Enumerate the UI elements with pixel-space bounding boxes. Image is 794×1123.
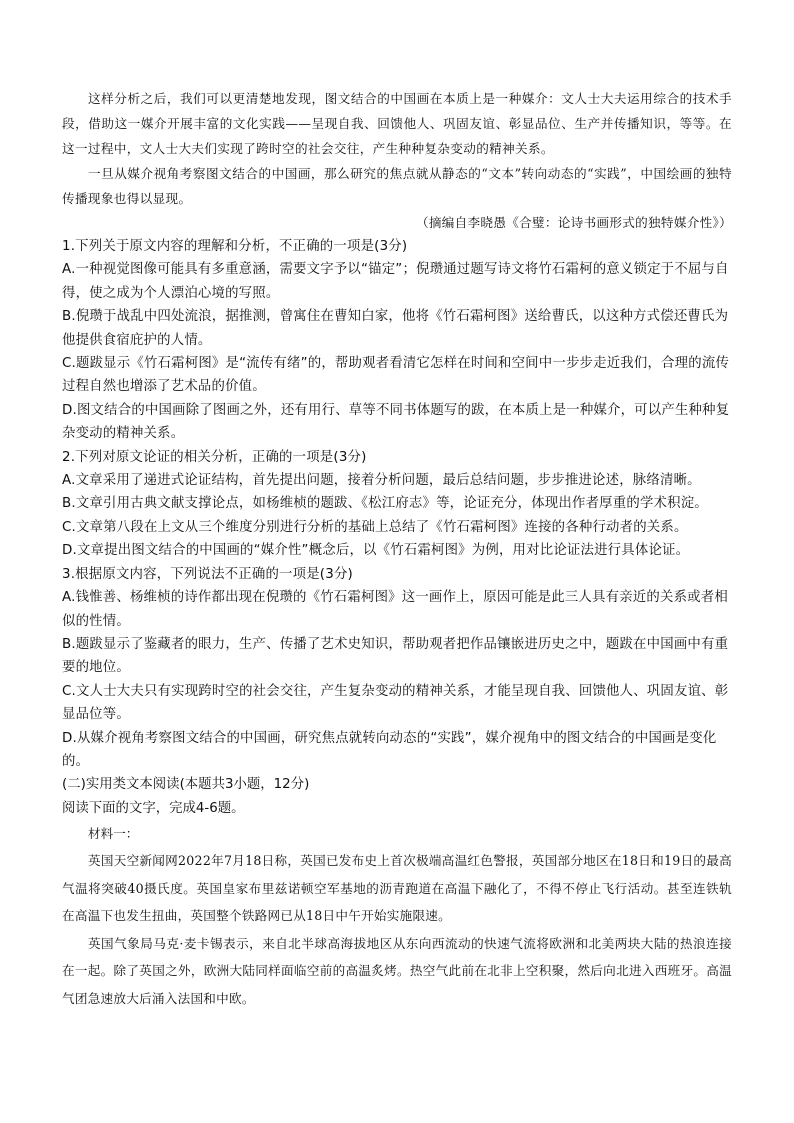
material-paragraph: 英国气象局马克·麦卡锡表示，来自北半球高海拔地区从东向西流动的快速气流将欧洲和北美两块大陆的热浪连接在一起。除了英国之外，欧洲大陆同样面临空前的高温炙烤。热空气此前在北非上空积聚，然后向北进入西班牙。高温气团急速放大后涌入法国和中欧。 [62,935,732,1006]
question-option: B.题跋显示了鉴藏者的眼力，生产、传播了艺术史知识，帮助观者把作品镶嵌进历史之中，题跋在中国画中有重要的地位。 [62,636,729,676]
question-option: C.文章第八段在上文从三个维度分别进行分析的基础上总结了《竹石霜柯图》连接的各种行动者的关系。 [62,519,688,535]
question-2 [62,446,732,563]
material-paragraph: 英国天空新闻网2022年7月18日称，英国已发布史上首次极端高温红色警报，英国部分地区在18日和19日的最高气温将突破40摄氏度。英国皇家布里兹诺顿空军基地的沥青跑道在高温下融化了，不得不停止飞行活动。甚至连铁轨在高温下也发生扭曲，英国整个铁路网已从18日中午开始实施限速。 [62,853,732,924]
question-option: C.题跋显示《竹石霜柯图》是“流传有绪”的，帮助观者看清它怎样在时间和空间中一步步走近我们，合理的流传过程自然也增添了艺术品的价值。 [62,356,730,395]
source-citation: （摘编自李晓愚《合璧：论诗书画形式的独特媒介性》） [415,215,732,230]
section-heading: (二)实用类文本阅读(本题共3小题，12分) [62,777,310,793]
question-option: D.图文结合的中国画除了图画之外，还有用行、草等不同书体题写的跋，在本质上是一种媒介，可以产生种种复杂变动的精神关系。 [62,402,730,442]
question-stem: 1.下列关于原文内容的理解和分析，不正确的一项是(3分) [62,239,408,254]
question-3 [62,563,732,774]
question-option: B.倪瓒于战乱中四处流浪，据推测，曾寓住在曹知白家，他将《竹石霜柯图》送给曹氏，以这种方式偿还曹氏为他提供食宿庇护的人情。 [62,309,729,348]
passage-paragraph: 这样分析之后，我们可以更清楚地发现，图文结合的中国画在本质上是一种媒介：文人士大夫运用综合的技术手段，借助这一媒介开展丰富的文化实践——呈现自我、回馈他人、巩固友谊、彰显品位、生产并传播知识，等等。在这一过程中，文人士大夫们实现了跨时空的社会交往，产生种种复杂变动的精神关系。 [62,91,732,156]
question-stem: 3.根据原文内容，下列说法不正确的一项是(3分) [62,566,353,582]
question-option: B.文章引用古典文献支撑论点，如杨维桢的题跋、《松江府志》等，论证充分，体现出作者厚重的学术积淀。 [62,496,708,512]
question-option: A.文章采用了递进式论证结构，首先提出问题，接着分析问题，最后总结问题，步步推进论述，脉络清晰。 [62,473,701,489]
passage-paragraph: 一旦从媒介视角考察图文结合的中国画，那么研究的焦点就从静态的“文本”转向动态的“实践”，中国绘画的独特传播现象也得以显现。 [62,166,732,206]
question-option: C.文人士大夫只有实现跨时空的社会交往，产生复杂变动的精神关系，才能呈现自我、回馈他人、巩固友谊、彰显品位等。 [62,683,729,723]
question-option: D.文章提出图文结合的中国画的“媒介性”概念后，以《竹石霜柯图》为例，用对比论证法进行具体论证。 [62,543,690,559]
document-page [62,86,732,1012]
question-option: A.一种视觉图像可能具有多重意涵，需要文字予以“锚定”；倪瓒通过题写诗文将竹石霜柯的意义锁定于不屈与自得，使之成为个人漂泊心境的写照。 [62,262,729,301]
question-option: A.钱惟善、杨维桢的诗作都出现在倪瓒的《竹石霜柯图》这一画作上，原因可能是此三人具有亲近的关系或者相似的性情。 [62,590,728,629]
question-1 [62,235,732,446]
section-instruction: 阅读下面的文字，完成4-6题。 [62,801,245,817]
question-option: D.从媒介视角考察图文结合的中国画，研究焦点就转向动态的“实践”，媒介视角中的图文结合的中国画是变化的。 [62,730,717,769]
material-label: 材料一： [88,826,139,842]
question-stem: 2.下列对原文论证的相关分析，正确的一项是(3分) [62,449,367,465]
